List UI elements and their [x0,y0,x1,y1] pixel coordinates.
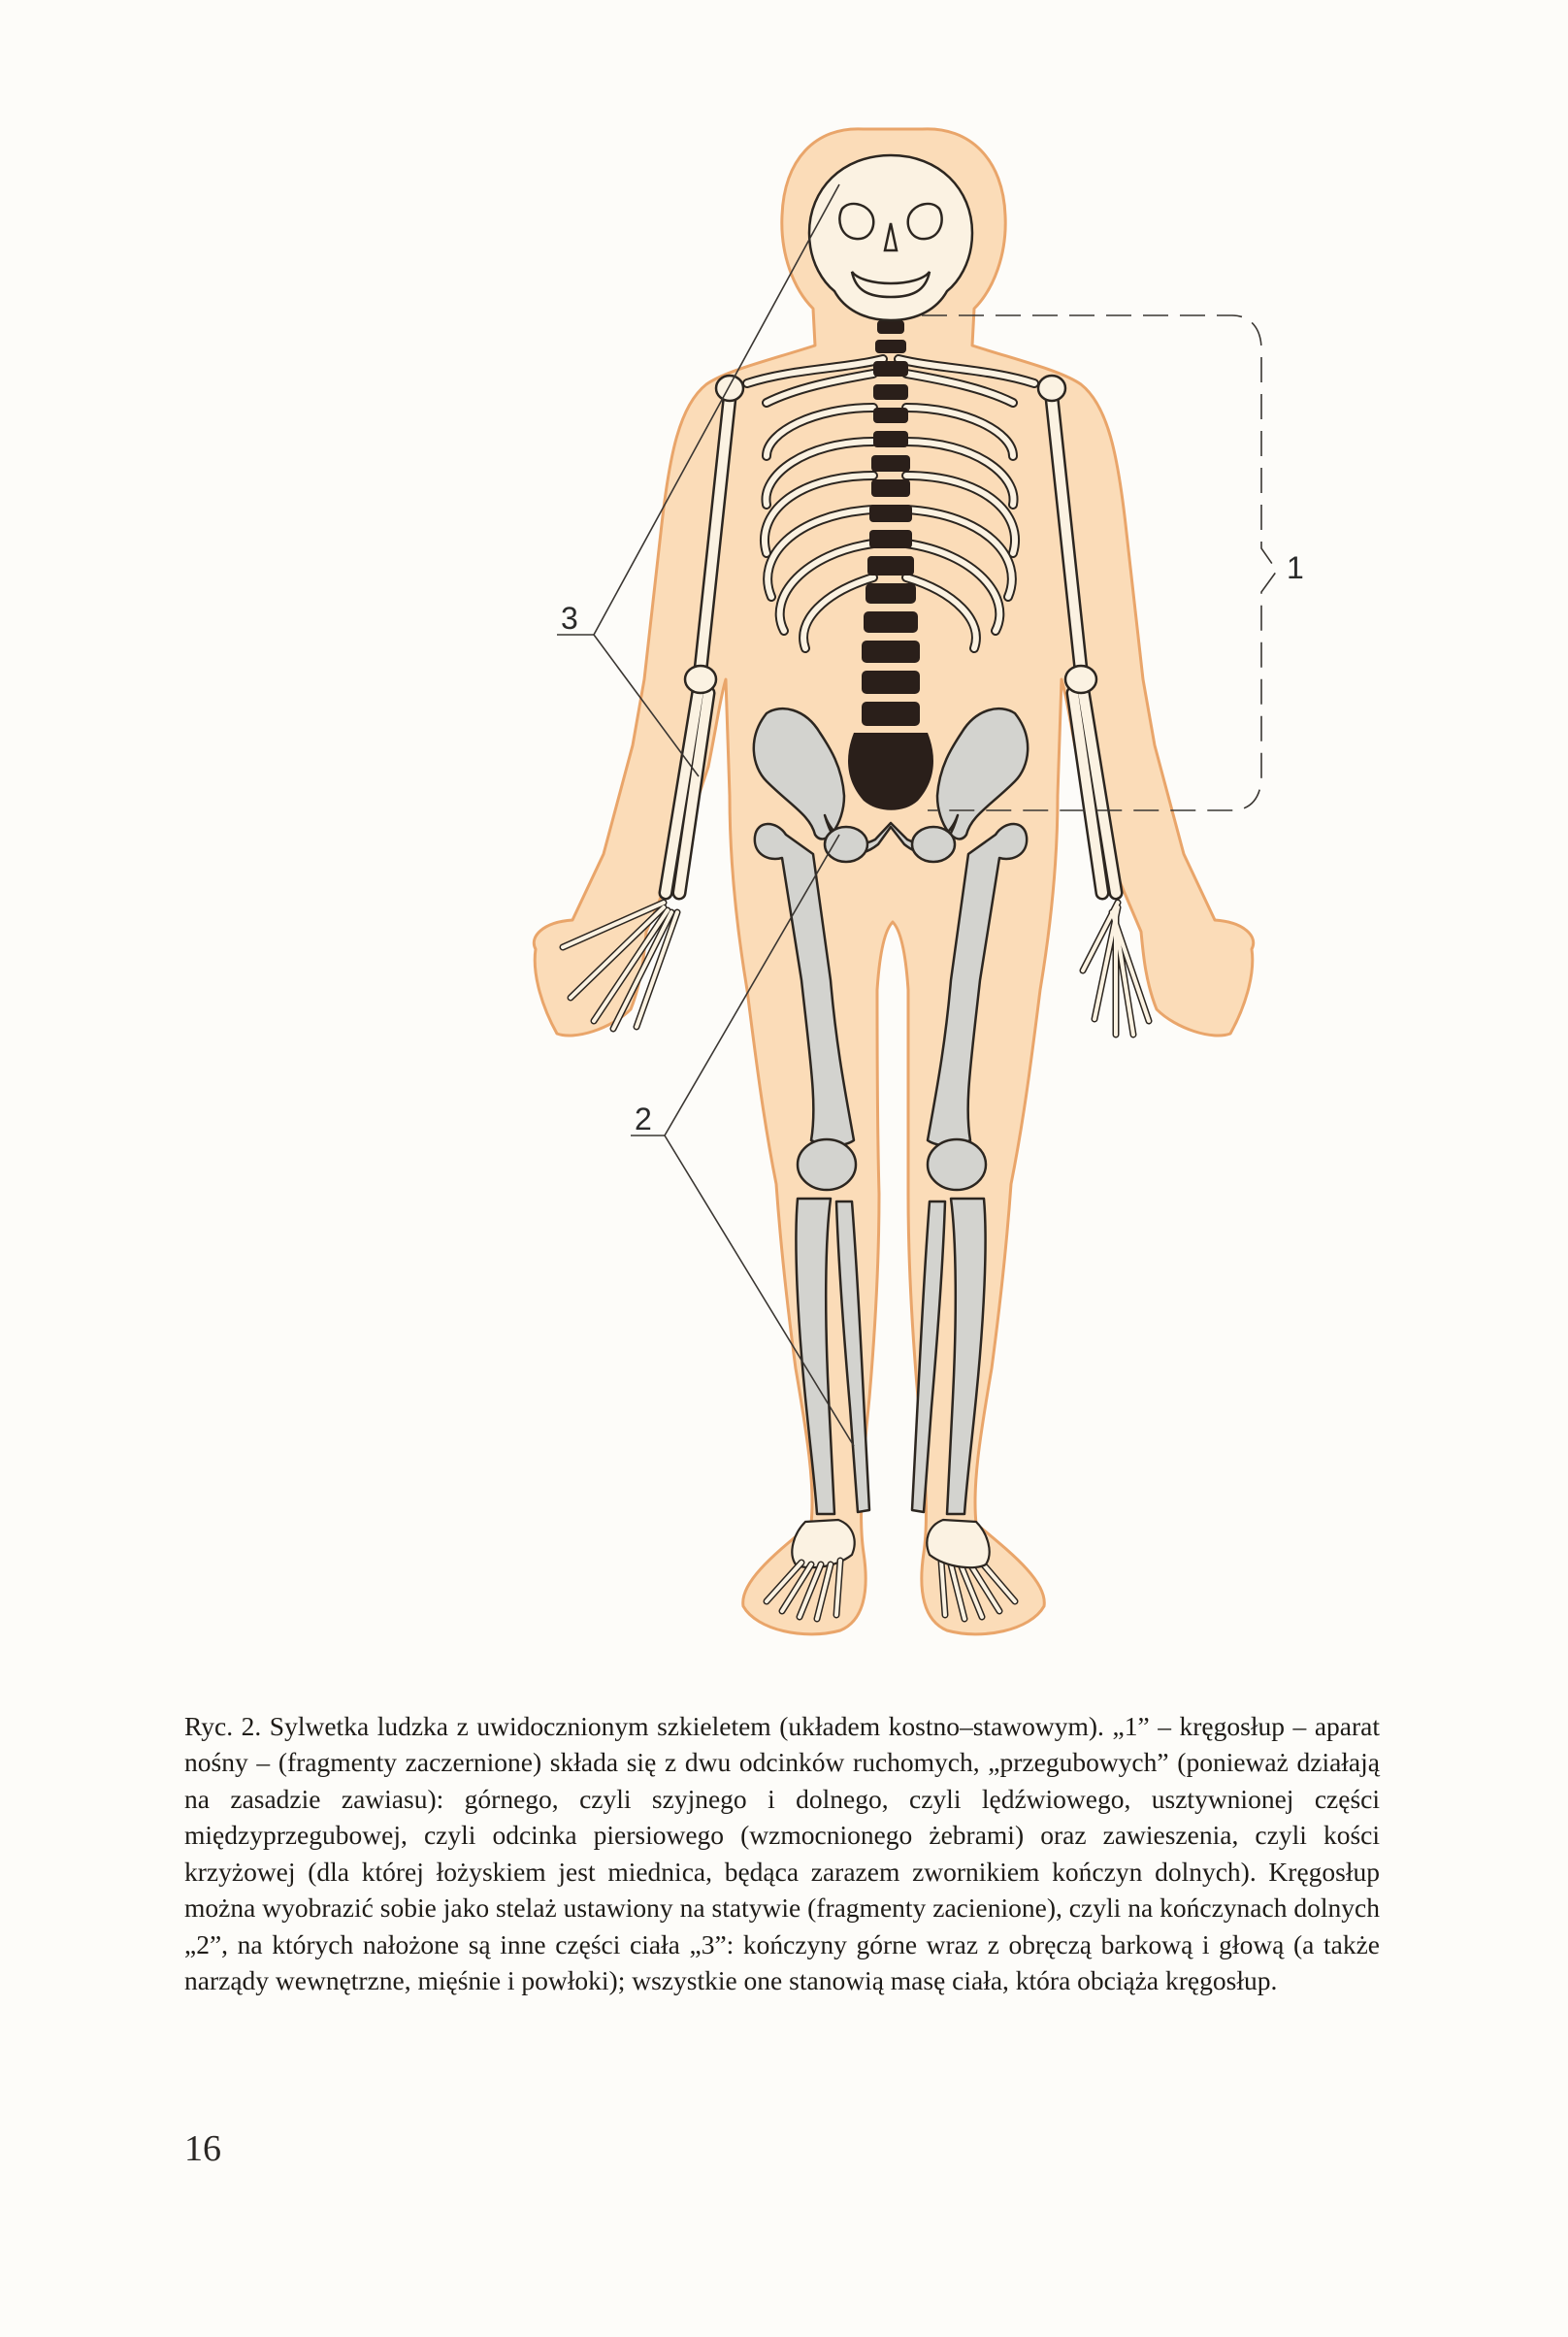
label-1: 1 [1287,550,1304,585]
label-3: 3 [561,601,578,636]
page-number: 16 [184,2128,221,2169]
body-silhouette [534,129,1253,1634]
figure-caption: Ryc. 2. Sylwetka ludzka z uwidocznionym szkieletem (układem kostno–stawowym). „1” – kręgosłup – aparat nośny – (fragmenty zaczernione) składa się z dwu odcinków ruchomych, „przegubowych” (ponieważ działają na zasadzie zawiasu): górnego, czyli szyjnego i dolnego, czyli lędźwiowego, usztywnionej części międzyprzegubowej, czyli odcinka piersiowego (wzmocnionego żebrami) oraz zawieszenia, czyli kości krzyżowej (dla której łożyskiem jest miednica, będąca zarazem zwornikiem kończyn dolnych). Kręgosłup można wyobrazić sobie jako stelaż ustawiony na statywie (fragmenty zacienione), czyli na kończynach dolnych „2”, na których nałożone są inne części ciała „3”: kończyny górne wraz z obręczą barkową i głową (a także narządy wewnętrzne, mięśnie i powłoki); wszystkie one stanowią masę ciała, która obciąża kręgosłup. [184,1710,1380,1995]
label-2: 2 [635,1102,652,1136]
